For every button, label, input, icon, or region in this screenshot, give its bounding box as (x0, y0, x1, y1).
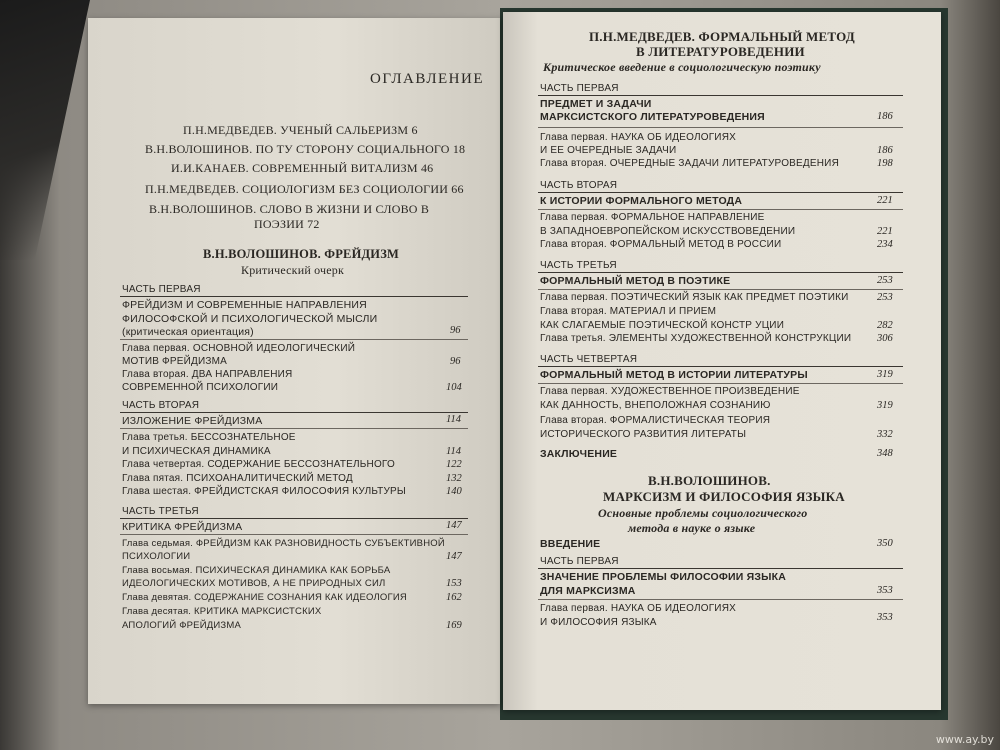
chapter-entry: Глава шестая. ФРЕЙДИСТСКАЯ ФИЛОСОФИЯ КУЛЬТУРЫ (122, 486, 406, 497)
page-number: 147 (446, 551, 462, 562)
intro-item: П.Н.МЕДВЕДЕВ. СОЦИОЛОГИЗМ БЕЗ СОЦИОЛОГИИ 66 (145, 182, 464, 196)
chapter-entry: Глава третья. БЕССОЗНАТЕЛЬНОЕ (122, 432, 296, 443)
page-number: 147 (446, 520, 462, 531)
page-number: 169 (446, 620, 462, 631)
page-number: 96 (450, 356, 461, 367)
section-title: В.Н.ВОЛОШИНОВ. ФРЕЙДИЗМ (203, 247, 400, 261)
section-subtitle: Критический очерк (241, 263, 345, 277)
page-number: 348 (877, 448, 893, 459)
chapter-entry: И ЕЕ ОЧЕРЕДНЫЕ ЗАДАЧИ (540, 145, 677, 156)
chapter-entry: И ПСИХИЧЕСКАЯ ДИНАМИКА (122, 446, 271, 457)
part-title: ЗНАЧЕНИЕ ПРОБЛЕМЫ ФИЛОСОФИИ ЯЗЫКА (540, 571, 787, 583)
page-number: 332 (877, 429, 893, 440)
part-title: ИЗЛОЖЕНИЕ ФРЕЙДИЗМА (122, 415, 263, 427)
page-number: 282 (877, 320, 893, 331)
divider (538, 568, 903, 569)
intro-entry: ВВЕДЕНИЕ (540, 538, 601, 550)
divider (538, 383, 903, 384)
chapter-entry: Глава первая. ХУДОЖЕСТВЕННОЕ ПРОИЗВЕДЕНИЕ (540, 386, 800, 397)
chapter-entry: Глава вторая. ОЧЕРЕДНЫЕ ЗАДАЧИ ЛИТЕРАТУРОВЕДЕНИЯ (540, 158, 839, 169)
page-number: 253 (877, 292, 893, 303)
intro-item: В.Н.ВОЛОШИНОВ. СЛОВО В ЖИЗНИ И СЛОВО В (149, 202, 430, 216)
part-title: ФРЕЙДИЗМ И СОВРЕМЕННЫЕ НАПРАВЛЕНИЯ (122, 299, 367, 311)
part-label: ЧАСТЬ ПЕРВАЯ (540, 83, 619, 94)
chapter-entry: Глава девятая. СОДЕРЖАНИЕ СОЗНАНИЯ КАК ИДЕОЛОГИЯ (122, 592, 407, 603)
chapter-entry: Глава седьмая. ФРЕЙДИЗМ КАК РАЗНОВИДНОСТЬ СУБЪЕКТИВНОЙ (122, 538, 445, 549)
part-title: ФОРМАЛЬНЫЙ МЕТОД В ПОЭТИКЕ (540, 275, 731, 287)
chapter-entry: МОТИВ ФРЕЙДИЗМА (122, 356, 227, 367)
chapter-entry: Глава восьмая. ПСИХИЧЕСКАЯ ДИНАМИКА КАК БОРЬБА (122, 565, 391, 576)
conclusion: ЗАКЛЮЧЕНИЕ (540, 448, 618, 460)
divider (538, 289, 903, 290)
part-title: К ИСТОРИИ ФОРМАЛЬНОГО МЕТОДА (540, 195, 743, 207)
page-number: 221 (877, 226, 893, 237)
chapter-entry: Глава первая. ОСНОВНОЙ ИДЕОЛОГИЧЕСКИЙ (122, 343, 356, 354)
chapter-entry: КАК ДАННОСТЬ, ВНЕПОЛОЖНАЯ СОЗНАНИЮ (540, 400, 771, 411)
section-title: В ЛИТЕРАТУРОВЕДЕНИИ (636, 44, 805, 59)
divider (120, 339, 468, 340)
chapter-entry: В ЗАПАДНОЕВРОПЕЙСКОМ ИСКУССТВОВЕДЕНИИ (540, 226, 796, 237)
divider (120, 518, 468, 519)
page-number: 162 (446, 592, 462, 603)
section-subtitle: Основные проблемы социологического (598, 506, 808, 520)
page-number: 319 (877, 400, 893, 411)
page-number: 198 (877, 158, 893, 169)
part-label: ЧАСТЬ ВТОРАЯ (540, 180, 618, 191)
page-number: 114 (446, 446, 461, 457)
page-number: 350 (877, 538, 893, 549)
page-number: 153 (446, 578, 462, 589)
chapter-entry: Глава десятая. КРИТИКА МАРКСИСТСКИХ (122, 606, 322, 617)
page-number: 140 (446, 486, 462, 497)
part-title: МАРКСИСТСКОГО ЛИТЕРАТУРОВЕДЕНИЯ (540, 111, 765, 123)
divider (538, 272, 903, 273)
chapter-entry: ПСИХОЛОГИИ (122, 551, 191, 562)
intro-item: В.Н.ВОЛОШИНОВ. ПО ТУ СТОРОНУ СОЦИАЛЬНОГО 18 (145, 142, 466, 156)
section-subtitle: Критическое введение в социологическую поэтику (543, 60, 821, 74)
intro-item: И.И.КАНАЕВ. СОВРЕМЕННЫЙ ВИТАЛИЗМ 46 (171, 161, 434, 175)
divider (120, 428, 468, 429)
page-number: 353 (877, 585, 893, 596)
chapter-entry: Глава первая. НАУКА ОБ ИДЕОЛОГИЯХ (540, 132, 736, 143)
page-number: 319 (877, 369, 893, 380)
page-number: 114 (446, 414, 461, 425)
page-number: 353 (877, 612, 893, 623)
part-label: ЧАСТЬ ТРЕТЬЯ (122, 506, 199, 517)
divider (538, 366, 903, 367)
page-number: 186 (877, 111, 893, 122)
part-label: ЧАСТЬ ЧЕТВЕРТАЯ (540, 354, 638, 365)
chapter-entry: АПОЛОГИЙ ФРЕЙДИЗМА (122, 620, 241, 631)
divider (538, 127, 903, 128)
right-page (503, 12, 941, 710)
page-number: 104 (446, 382, 462, 393)
part-label: ЧАСТЬ ПЕРВАЯ (540, 556, 619, 567)
toc-heading: ОГЛАВЛЕНИЕ (370, 71, 484, 87)
page-number: 253 (877, 275, 893, 286)
intro-item: ПОЭЗИИ 72 (254, 217, 320, 231)
chapter-entry: И ФИЛОСОФИЯ ЯЗЫКА (540, 617, 657, 628)
page-number: 306 (877, 333, 893, 344)
chapter-entry: Глава третья. ЭЛЕМЕНТЫ ХУДОЖЕСТВЕННОЙ КОНСТРУКЦИИ (540, 333, 852, 344)
chapter-entry: Глава вторая. МАТЕРИАЛ И ПРИЕМ (540, 306, 717, 317)
chapter-entry: Глава вторая. ДВА НАПРАВЛЕНИЯ (122, 369, 293, 380)
page-number: 221 (877, 195, 893, 206)
section-title: МАРКСИЗМ И ФИЛОСОФИЯ ЯЗЫКА (603, 489, 845, 504)
divider (538, 599, 903, 600)
chapter-entry: Глава первая. ПОЭТИЧЕСКИЙ ЯЗЫК КАК ПРЕДМЕТ ПОЭТИКИ (540, 292, 849, 303)
part-title: ФОРМАЛЬНЫЙ МЕТОД В ИСТОРИИ ЛИТЕРАТУРЫ (540, 369, 808, 381)
chapter-entry: СОВРЕМЕННОЙ ПСИХОЛОГИИ (122, 382, 279, 393)
divider (538, 192, 903, 193)
divider (538, 209, 903, 210)
divider (120, 534, 468, 535)
part-title: ПРЕДМЕТ И ЗАДАЧИ (540, 98, 652, 110)
chapter-entry: Глава четвертая. СОДЕРЖАНИЕ БЕССОЗНАТЕЛЬНОГО (122, 459, 395, 470)
chapter-entry: КАК СЛАГАЕМЫЕ ПОЭТИЧЕСКОЙ КОНСТР УЦИИ (540, 320, 785, 331)
page-number: 186 (877, 145, 893, 156)
part-title: КРИТИКА ФРЕЙДИЗМА (122, 521, 243, 533)
section-subtitle: метода в науке о языке (628, 521, 756, 535)
chapter-entry: Глава пятая. ПСИХОАНАЛИТИЧЕСКИЙ МЕТОД (122, 473, 353, 484)
part-label: ЧАСТЬ ТРЕТЬЯ (540, 260, 617, 271)
page-number: 122 (446, 459, 462, 470)
chapter-entry: Глава первая. НАУКА ОБ ИДЕОЛОГИЯХ (540, 603, 736, 614)
part-title: ФИЛОСОФСКОЙ И ПСИХОЛОГИЧЕСКОЙ МЫСЛИ (122, 313, 378, 325)
chapter-entry: Глава первая. ФОРМАЛЬНОЕ НАПРАВЛЕНИЕ (540, 212, 765, 223)
chapter-entry: ИДЕОЛОГИЧЕСКИХ МОТИВОВ, А НЕ ПРИРОДНЫХ СИЛ (122, 578, 386, 589)
part-label: ЧАСТЬ ПЕРВАЯ (122, 284, 201, 295)
chapter-entry: ИСТОРИЧЕСКОГО РАЗВИТИЯ ЛИТЕРАТЫ (540, 429, 747, 440)
watermark-text: www.ay.by (935, 733, 994, 746)
part-title: ДЛЯ МАРКСИЗМА (540, 585, 636, 597)
page-number: 96 (450, 325, 461, 336)
chapter-entry: Глава вторая. ФОРМАЛИСТИЧЕСКАЯ ТЕОРИЯ (540, 415, 771, 426)
intro-item: П.Н.МЕДВЕДЕВ. УЧЕНЫЙ САЛЬЕРИЗМ 6 (183, 123, 418, 137)
page-number: 234 (877, 239, 893, 250)
section-title: П.Н.МЕДВЕДЕВ. ФОРМАЛЬНЫЙ МЕТОД (589, 29, 855, 44)
section-title: В.Н.ВОЛОШИНОВ. (648, 473, 771, 488)
divider (120, 296, 468, 297)
part-label: ЧАСТЬ ВТОРАЯ (122, 400, 200, 411)
left-page (88, 18, 500, 704)
chapter-entry: Глава вторая. ФОРМАЛЬНЫЙ МЕТОД В РОССИИ (540, 239, 782, 250)
page-number: 132 (446, 473, 462, 484)
part-note: (критическая ориентация) (122, 326, 254, 338)
divider (120, 412, 468, 413)
divider (538, 95, 903, 96)
